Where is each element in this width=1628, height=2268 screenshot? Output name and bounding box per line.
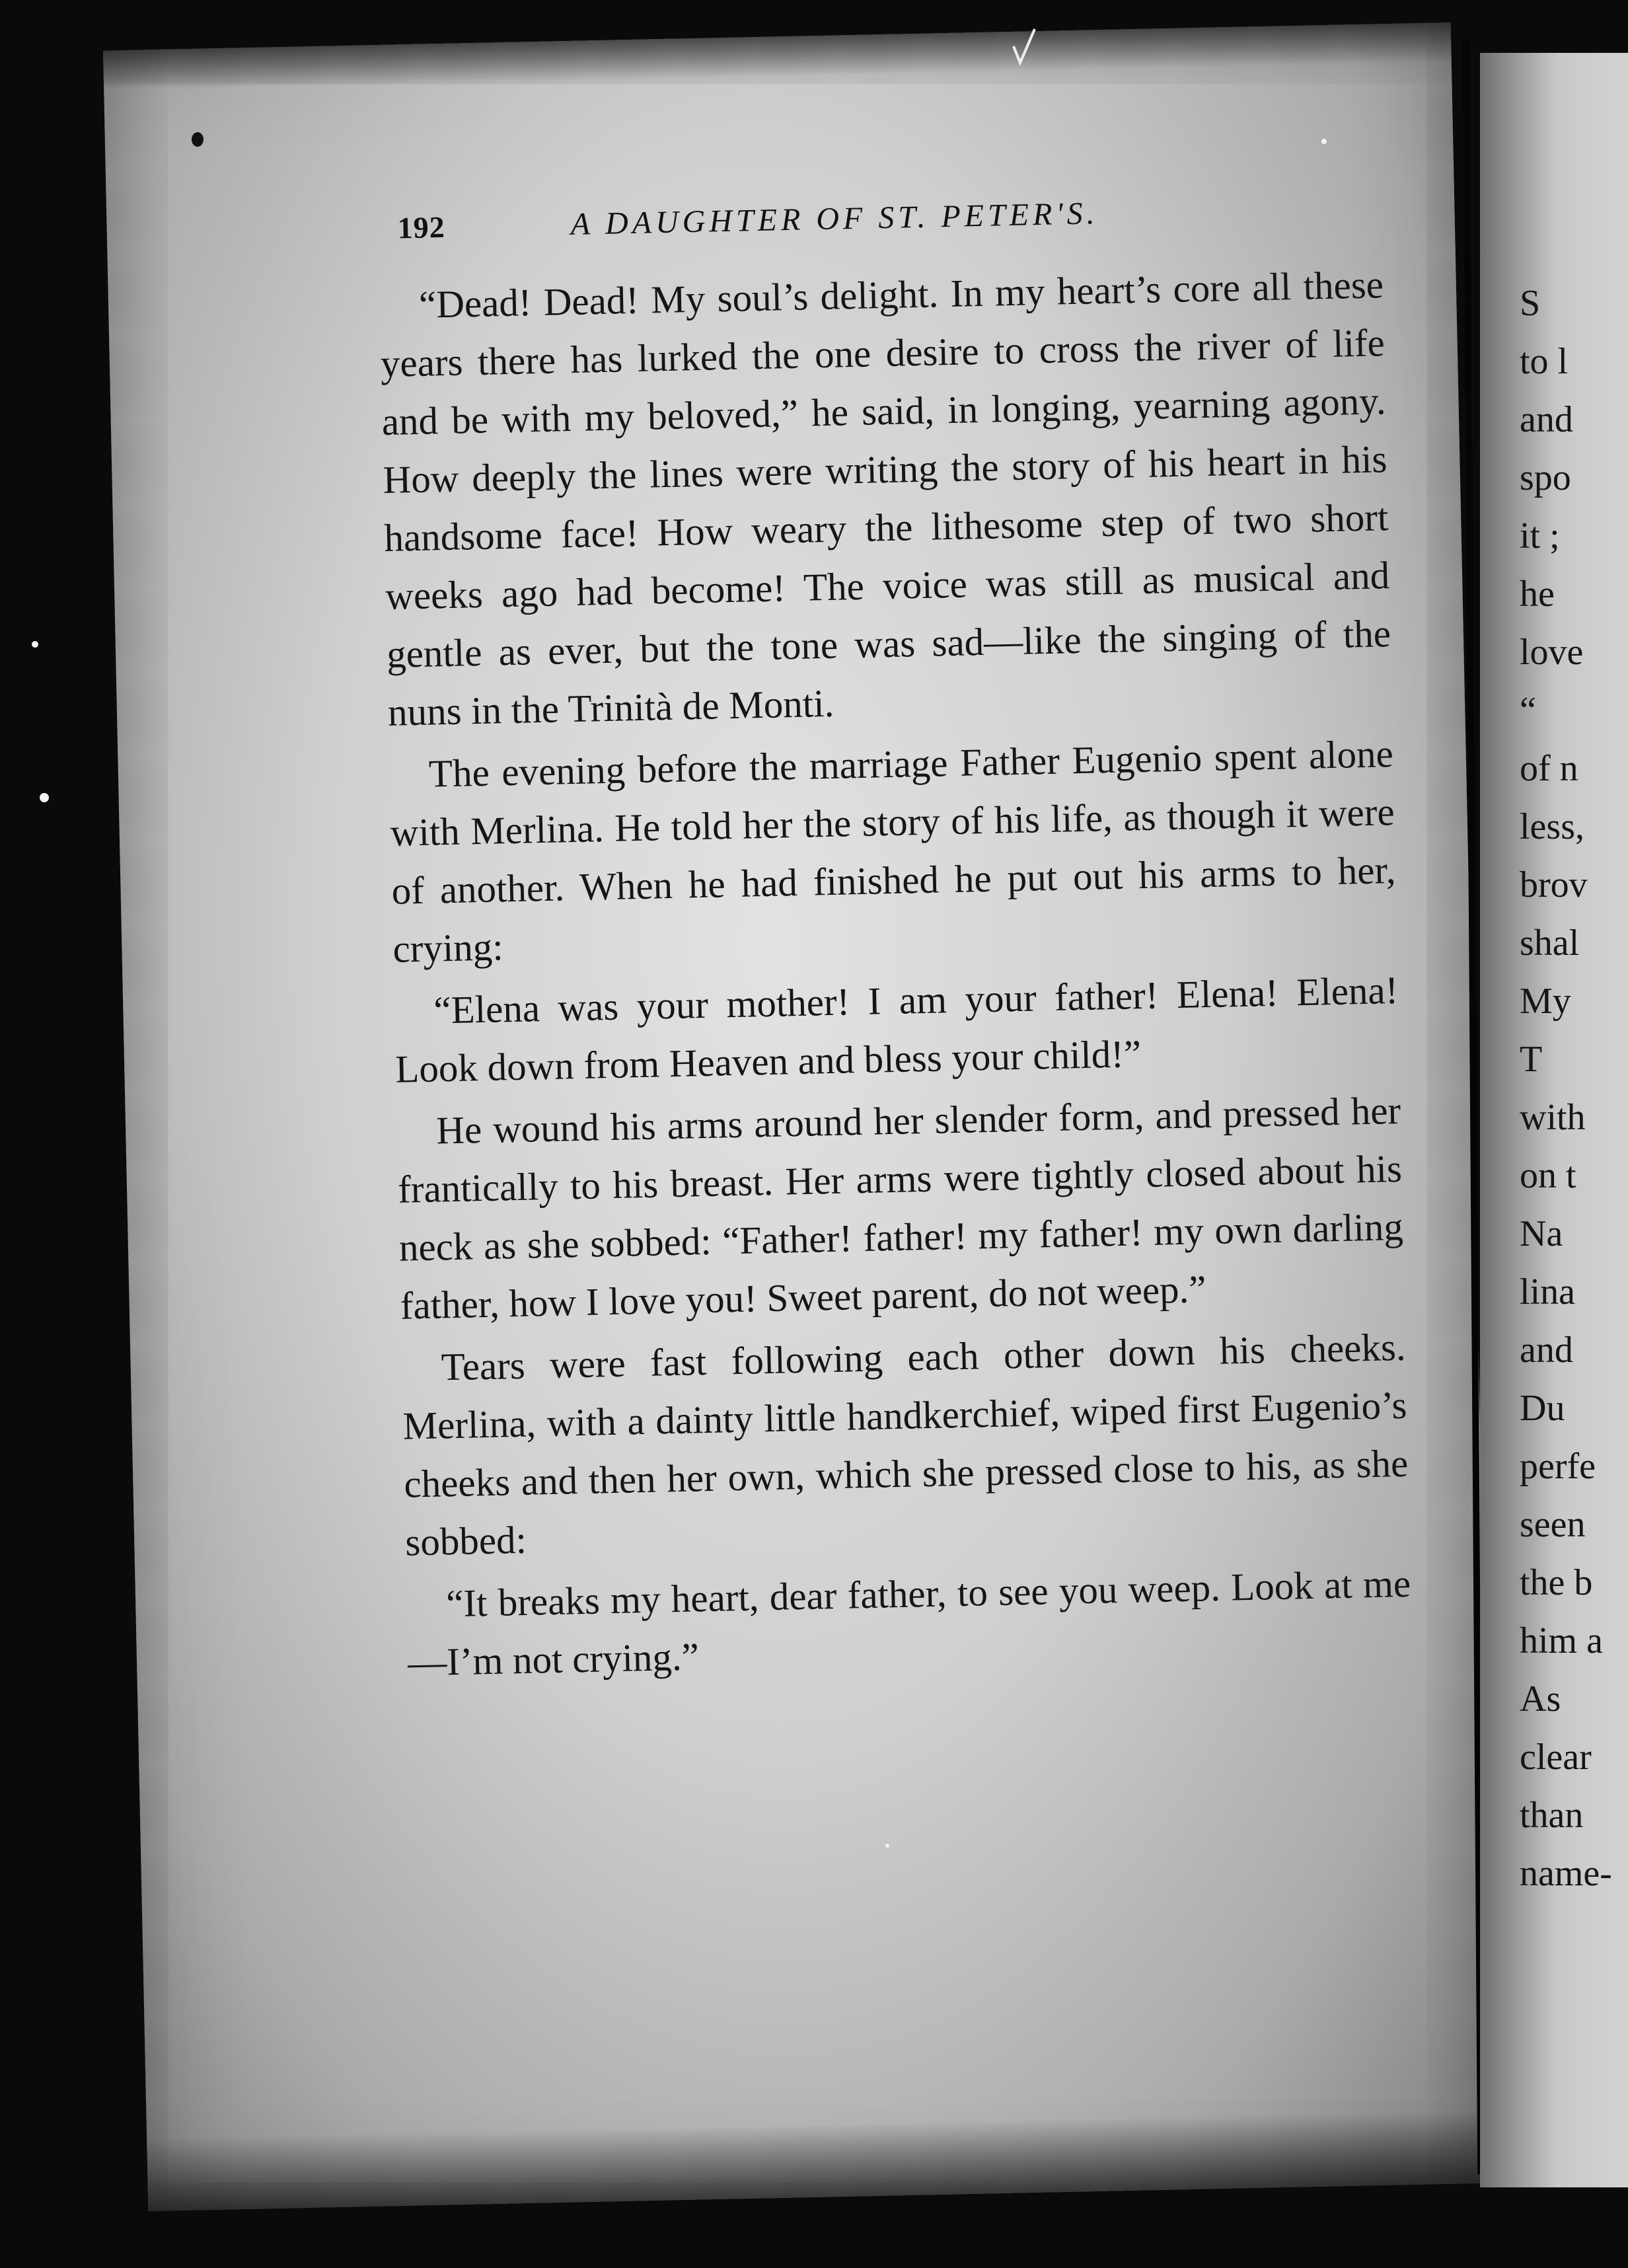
paragraph: “Dead! Dead! My soul’s delight. In my heart’s core all these years there has lurked the one desire to cross the river of life and be with my beloved,” he said, in longing, yearning agony. How deeply the lines were writing the story of his heart in his handsome face! How weary the lithesome step of two short weeks ago had become! The voice was still as musical and gentle as ever, but the tone was sad—like the singing of the nuns in the Trinità de Monti. <box>380 262 1391 734</box>
facing-line: less, <box>1520 806 1584 847</box>
facing-line: T <box>1520 1039 1543 1080</box>
facing-line: perfe <box>1520 1446 1596 1487</box>
facing-line: the b <box>1520 1562 1593 1603</box>
facing-line: than <box>1520 1795 1584 1836</box>
book-page <box>103 22 1496 2211</box>
facing-line: to l <box>1520 341 1569 382</box>
running-head <box>397 189 1389 246</box>
facing-line: with <box>1520 1097 1586 1138</box>
facing-line: he <box>1520 574 1555 615</box>
facing-line: lina <box>1520 1271 1575 1312</box>
facing-line: S <box>1520 283 1541 324</box>
dust-speck <box>40 793 49 802</box>
page-number: 192 <box>397 209 446 245</box>
facing-line: My <box>1520 981 1571 1022</box>
facing-line: seen <box>1520 1504 1586 1545</box>
facing-line: Du <box>1520 1388 1565 1429</box>
dust-speck <box>1321 139 1327 144</box>
facing-line: shal <box>1520 923 1580 964</box>
facing-line: and <box>1520 1330 1573 1371</box>
running-title: A DAUGHTER OF ST. PETER'S. <box>570 196 1099 242</box>
paragraph: Tears were fast following each other down his cheeks. Merlina, with a dainty little handkerchief, wiped first Eugenio’s cheeks and then her own, which she pressed close to his, as she sobbed: <box>402 1324 1409 1564</box>
paragraph: “It breaks my heart, dear father, to see you weep. Look at me—I’m not crying.” <box>407 1561 1411 1684</box>
facing-line: Na <box>1520 1213 1563 1254</box>
paragraph: The evening before the marriage Father Eugenio spent alone with Merlina. He told her the story of his life, as though it were of another. When he had finished he put out his arms to her, crying: <box>390 732 1397 971</box>
facing-line: him a <box>1520 1620 1603 1661</box>
facing-line: on t <box>1520 1155 1576 1196</box>
facing-line: clear <box>1520 1737 1592 1778</box>
facing-line: spo <box>1520 457 1571 498</box>
facing-line: it ; <box>1520 515 1560 556</box>
facing-page-lines <box>1520 274 1612 1903</box>
page-shadow-bottom <box>147 2110 1496 2211</box>
page-shadow-top <box>103 22 1452 91</box>
facing-line: love <box>1520 632 1584 673</box>
paragraph: He wound his arms around her slender form, and pressed her frantically to his breast. Her arms were tightly closed about his neck as she sobbed: “Father! father! my father! my own darling father, how I love you! Sweet parent, do not weep.” <box>397 1088 1404 1328</box>
facing-line: of n <box>1520 748 1578 789</box>
pencil-tick-mark <box>1011 26 1037 73</box>
facing-page-fragment <box>1480 53 1628 2187</box>
paragraph: “Elena was your mother! I am your father! Elena! Elena! Look down from Heaven and bless your child!” <box>394 967 1399 1091</box>
facing-line: As <box>1520 1679 1561 1720</box>
facing-line: name- <box>1520 1853 1612 1894</box>
body-text <box>379 255 1413 1691</box>
dust-speck <box>32 641 38 648</box>
facing-line: “ <box>1520 690 1536 731</box>
facing-line: and <box>1520 399 1573 440</box>
dust-speck <box>885 1844 889 1848</box>
dust-speck <box>192 132 204 147</box>
facing-line: brov <box>1520 864 1588 905</box>
